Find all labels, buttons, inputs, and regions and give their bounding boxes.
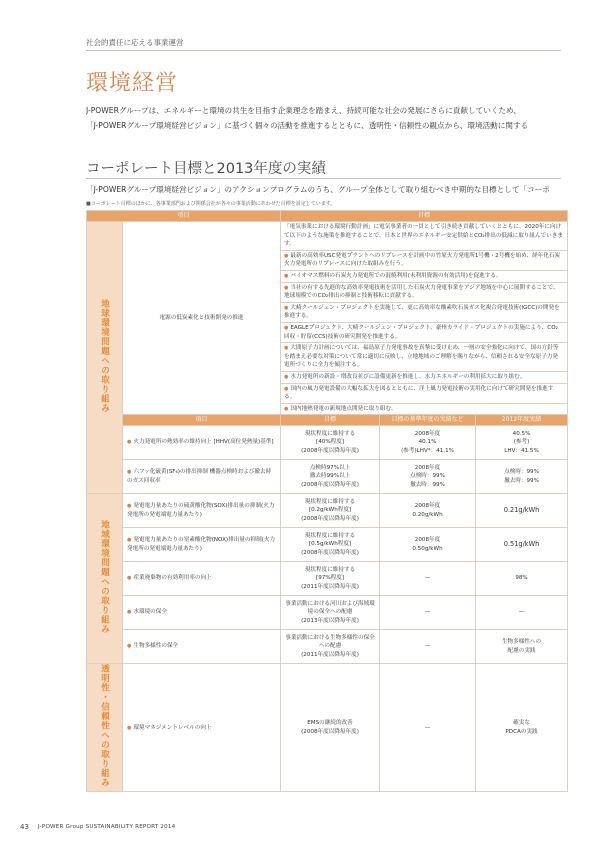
item-label: 生物多様性の保全 — [133, 643, 179, 650]
cell-line: 撤去時：99% — [410, 482, 445, 489]
header-divider — [86, 50, 561, 51]
target-cell — [281, 322, 568, 342]
intro-paragraph — [86, 103, 566, 133]
bullet-icon: ● — [284, 324, 289, 331]
cell-line: 2008年度 — [414, 464, 441, 471]
cell-line: 現状程度に維持する — [304, 498, 356, 505]
target-cell — [281, 383, 568, 403]
category-cell — [87, 222, 123, 494]
target-cell — [281, 562, 380, 596]
report-name: J-POWER Group SUSTAINABILITY REPORT 2014 — [38, 824, 176, 830]
breadcrumb: 社会的責任に応える事業運営 — [86, 38, 184, 47]
cell-line: [0.5g/kWh程度] — [308, 541, 352, 548]
target-text: 大崎クールジェン・プロジェクトを実施して、更に高効率な酸素吹石炭ガス化複合発電技術(IGCC)の開発を推進する。 — [284, 304, 560, 320]
bullet-icon: ● — [284, 405, 289, 412]
cell-line: EMSの継続的改善 — [307, 720, 353, 727]
bullet-icon: ● — [127, 575, 132, 582]
cell-line: (参考)LHV*：41.1% — [401, 448, 454, 455]
item-label: 産業廃棄物の有効利用率の向上 — [133, 575, 212, 582]
item-cell — [123, 494, 281, 528]
target-cell — [281, 403, 568, 415]
cell-line: 0.21g/kWh — [503, 506, 540, 515]
item-label: 発電電力量あたりの硫黄酸化物(SOX)排出量の抑制(火力発電所の発電端電力量あたり) — [127, 503, 275, 518]
table-subheader-row — [87, 415, 568, 426]
base-cell — [380, 460, 476, 494]
cell-line: (2008年度以降毎年度) — [301, 728, 359, 735]
cell-line: [97%程度] — [316, 575, 345, 582]
bullet-icon: ● — [284, 373, 289, 380]
cell-line: 撤去時99%以上 — [309, 473, 351, 480]
cell-line: 現状程度に維持する — [304, 430, 356, 437]
target-cell — [281, 664, 380, 792]
category-label: 地域環境問題への取り組み — [99, 519, 110, 634]
cell-line: 確実な — [513, 720, 530, 727]
cell-line: (2008年度以降毎年度) — [301, 482, 359, 489]
item-label: 火力発電所の熱効率の維持向上 [HHV(高位発熱量)基準] — [133, 439, 274, 446]
cell-line: LHV：41.5% — [504, 448, 539, 455]
target-cell — [281, 282, 568, 302]
result-cell — [476, 494, 568, 528]
cell-line: 2008年度 — [414, 503, 441, 510]
cell-line: (参考) — [513, 439, 530, 446]
item-cell — [123, 460, 281, 494]
item-label: 環境マネジメントレベルの向上 — [133, 724, 212, 731]
cell-line: — — [424, 724, 431, 731]
item-cell: 電源の低炭素化と技術開発の推進 — [123, 222, 281, 415]
table-row — [87, 426, 568, 460]
target-cell — [281, 343, 568, 372]
cell-line: 40.5% — [512, 430, 531, 437]
base-cell — [380, 630, 476, 664]
table-row — [87, 664, 568, 792]
col-item-header: 項目 — [87, 211, 281, 222]
bullet-icon: ● — [284, 345, 289, 352]
section-description: 「J-POWERグループ環境経営ビジョン」のアクションプログラムのうち、グループ全体として取り組むべき中期的な目標として「コーポ — [86, 185, 550, 194]
cell-line: 現状程度に維持する — [304, 532, 356, 539]
base-cell — [380, 562, 476, 596]
item-label: 六フッ化硫黄(SF₆)の排出抑制 機器点検時および撤去時のガス回収率 — [127, 469, 272, 484]
cell-line: (2011年度以降毎年度) — [301, 584, 359, 591]
cell-line: — — [424, 643, 431, 650]
target-cell — [281, 270, 568, 282]
page-title: 環境経営 — [86, 71, 179, 96]
category-cell — [87, 664, 123, 792]
target-cell — [281, 460, 380, 494]
target-text: 国内の風力発電設備の大幅な拡大を図るとともに、洋上風力発電技術の実用化に向けて研究開発を推進する。 — [284, 385, 554, 401]
base-cell — [380, 596, 476, 630]
cell-line: 2008年度 — [414, 430, 441, 437]
target-cell — [281, 494, 380, 528]
cell-line: 点検時：99% — [410, 473, 445, 480]
cell-line: — — [424, 609, 431, 616]
result-cell — [476, 426, 568, 460]
table-row — [87, 222, 568, 251]
cell-line: 40.1% — [418, 439, 437, 446]
item-cell — [123, 426, 281, 460]
item-cell — [123, 664, 281, 792]
cell-line: 撤去時：99% — [504, 477, 539, 484]
item-cell — [123, 630, 281, 664]
col-target-header: 目標 — [281, 211, 568, 222]
target-text: バイオマス燃料の石炭火力発電所での混焼利用(未利用資源の有効活用)を促進する。 — [290, 272, 502, 279]
table-row — [87, 528, 568, 562]
bullet-icon: ● — [127, 469, 132, 476]
col-target-header: 目標 — [281, 415, 380, 426]
cell-line: — — [518, 609, 525, 616]
corporate-goals-table — [86, 210, 568, 792]
cell-line: 現状程度に維持する — [304, 566, 356, 573]
cell-line: 点検時：99% — [504, 469, 539, 476]
cell-line: 2008年度 — [414, 537, 441, 544]
cell-line: (2008年度以降毎年度) — [301, 550, 359, 557]
category-label: 地球環境問題への取り組み — [99, 298, 110, 413]
intro-line: 「J-POWERグループ環境経営ビジョン」に基づく個々の活動を推進するとともに、透明性・信頼性の観点から、環境活動に関する — [86, 121, 529, 130]
base-cell — [380, 426, 476, 460]
result-cell — [476, 528, 568, 562]
item-cell — [123, 562, 281, 596]
target-text: 「電気事業における環境行動計画」に電気事業者の一員として引き続き貢献していくとともに、2020年に向けて以下のような施策を推進することで、日本と世界のエネルギー安定供給とCO₂排出の低減に取り組んでいきます。 — [284, 224, 563, 248]
item-label: 水環境の保全 — [133, 609, 167, 616]
target-cell — [281, 630, 380, 664]
target-text: 最新の高効率USC発電プラントへのリプレースを計画中の竹原火力発電所1号機・2号機を始め、経年化石炭火力発電所のリプレースに向けた取組みを行う。 — [284, 252, 561, 268]
table-row — [87, 562, 568, 596]
page-number: 43 — [20, 823, 29, 831]
target-text: 水力発電所の新設・増改良並びに設備更新を推進し、水力エネルギーの利用拡大に取り組む。 — [290, 373, 526, 380]
result-cell — [476, 630, 568, 664]
target-text: EAGLEプロジェクト、大崎クールジェン・プロジェクト、豪州カライド・プロジェクトの実施により、CO₂回収・貯留(CCS)技術の研究開発を推進する。 — [284, 324, 558, 340]
cell-line: (2013年度以降毎年度) — [301, 618, 359, 625]
base-cell — [380, 664, 476, 792]
result-cell — [476, 596, 568, 630]
cell-line: 0.20g/kWh — [412, 511, 443, 518]
cell-line: 生物多様性への — [501, 639, 542, 646]
col-result-header: 2012年度実績 — [476, 415, 568, 426]
intro-line: J-POWERグループは、エネルギーと環境の共生を目指す企業理念を踏まえ、持続可能な社会の発展にさらに貢献していくため、 — [86, 106, 521, 115]
base-cell — [380, 528, 476, 562]
category-label: 透明性・信頼性への取り組み — [99, 664, 110, 788]
cell-line: 事業活動における生物多様性の保全への配慮 — [285, 634, 375, 650]
cell-line: (2008年度以降毎年度) — [301, 516, 359, 523]
cell-line: 事業活動における河川および海域環境の保全への配慮 — [285, 600, 375, 616]
bullet-icon: ● — [127, 724, 132, 731]
target-cell — [281, 371, 568, 383]
bullet-icon: ● — [127, 537, 132, 544]
table-row — [87, 460, 568, 494]
cell-line: [0.2g/kWh程度] — [308, 507, 352, 514]
cell-line: 点検時97%以上 — [309, 464, 351, 471]
cell-line: — — [424, 575, 431, 582]
bullet-icon: ● — [284, 385, 289, 392]
table-row — [87, 630, 568, 664]
target-cell — [281, 302, 568, 322]
bullet-icon: ● — [127, 609, 132, 616]
section-title: コーポレート目標と2013年度の実績 — [86, 161, 326, 177]
item-cell — [123, 528, 281, 562]
item-label: 発電電力量あたりの窒素酸化物(NOX)排出量の抑制(火力発電所の発電端電力量あたり) — [127, 537, 276, 552]
bullet-icon: ● — [284, 284, 289, 291]
section-divider — [86, 178, 561, 179]
col-base-header: 目標の基準年度の実績など — [380, 415, 476, 426]
table-header-row — [87, 211, 568, 222]
bullet-icon: ● — [284, 252, 289, 259]
base-cell — [380, 494, 476, 528]
cell-line: PDCAの実践 — [505, 728, 538, 735]
target-cell — [281, 426, 380, 460]
cell-line: 98% — [515, 575, 528, 582]
bullet-icon: ● — [284, 304, 289, 311]
cell-line: (2011年度以降毎年度) — [301, 652, 359, 659]
col-item-header: 項目 — [123, 415, 281, 426]
target-text: 大間原子力計画については、福島原子力発電事故を真摯に受け止め、一層の安全強化に向けて、国の方針等を踏まえ必要な対策について常に適切に反映し、立地地域のご理解を賜りながら、信頼される安全な原子力発電所づくりに全力を傾注する。 — [284, 345, 559, 369]
table-row — [87, 494, 568, 528]
target-cell — [281, 222, 568, 251]
cell-line: 配慮の実践 — [507, 647, 536, 654]
result-cell — [476, 460, 568, 494]
bullet-icon: ● — [284, 272, 289, 279]
target-cell — [281, 528, 380, 562]
result-cell — [476, 664, 568, 792]
table-row — [87, 596, 568, 630]
target-text: 当社の有する先進的な高効率発電技術を活用した石炭火力発電事業をアジア地域を中心に展開することで、地球規模でのCO₂排出の抑制と技術移転に貢献する。 — [284, 284, 559, 300]
target-cell — [281, 250, 568, 270]
target-cell — [281, 596, 380, 630]
cell-line: 0.51g/kWh — [503, 540, 540, 549]
cell-line: 0.50g/kWh — [412, 545, 443, 552]
bullet-icon: ● — [127, 503, 132, 510]
cell-line: [40%程度] — [316, 439, 345, 446]
bullet-icon: ● — [127, 439, 132, 446]
category-cell — [87, 494, 123, 664]
target-text: 国内地熱発電の新規地点開発に取り組む。 — [290, 405, 397, 412]
cell-line: (2008年度以降毎年度) — [301, 448, 359, 455]
result-cell — [476, 562, 568, 596]
bullet-icon: ● — [127, 643, 132, 650]
section-note: ■コーポレート目標のほかに、各事業部門および関係会社が各々の事業活動にあわせた目標を設定しています。 — [86, 201, 336, 207]
item-cell — [123, 596, 281, 630]
